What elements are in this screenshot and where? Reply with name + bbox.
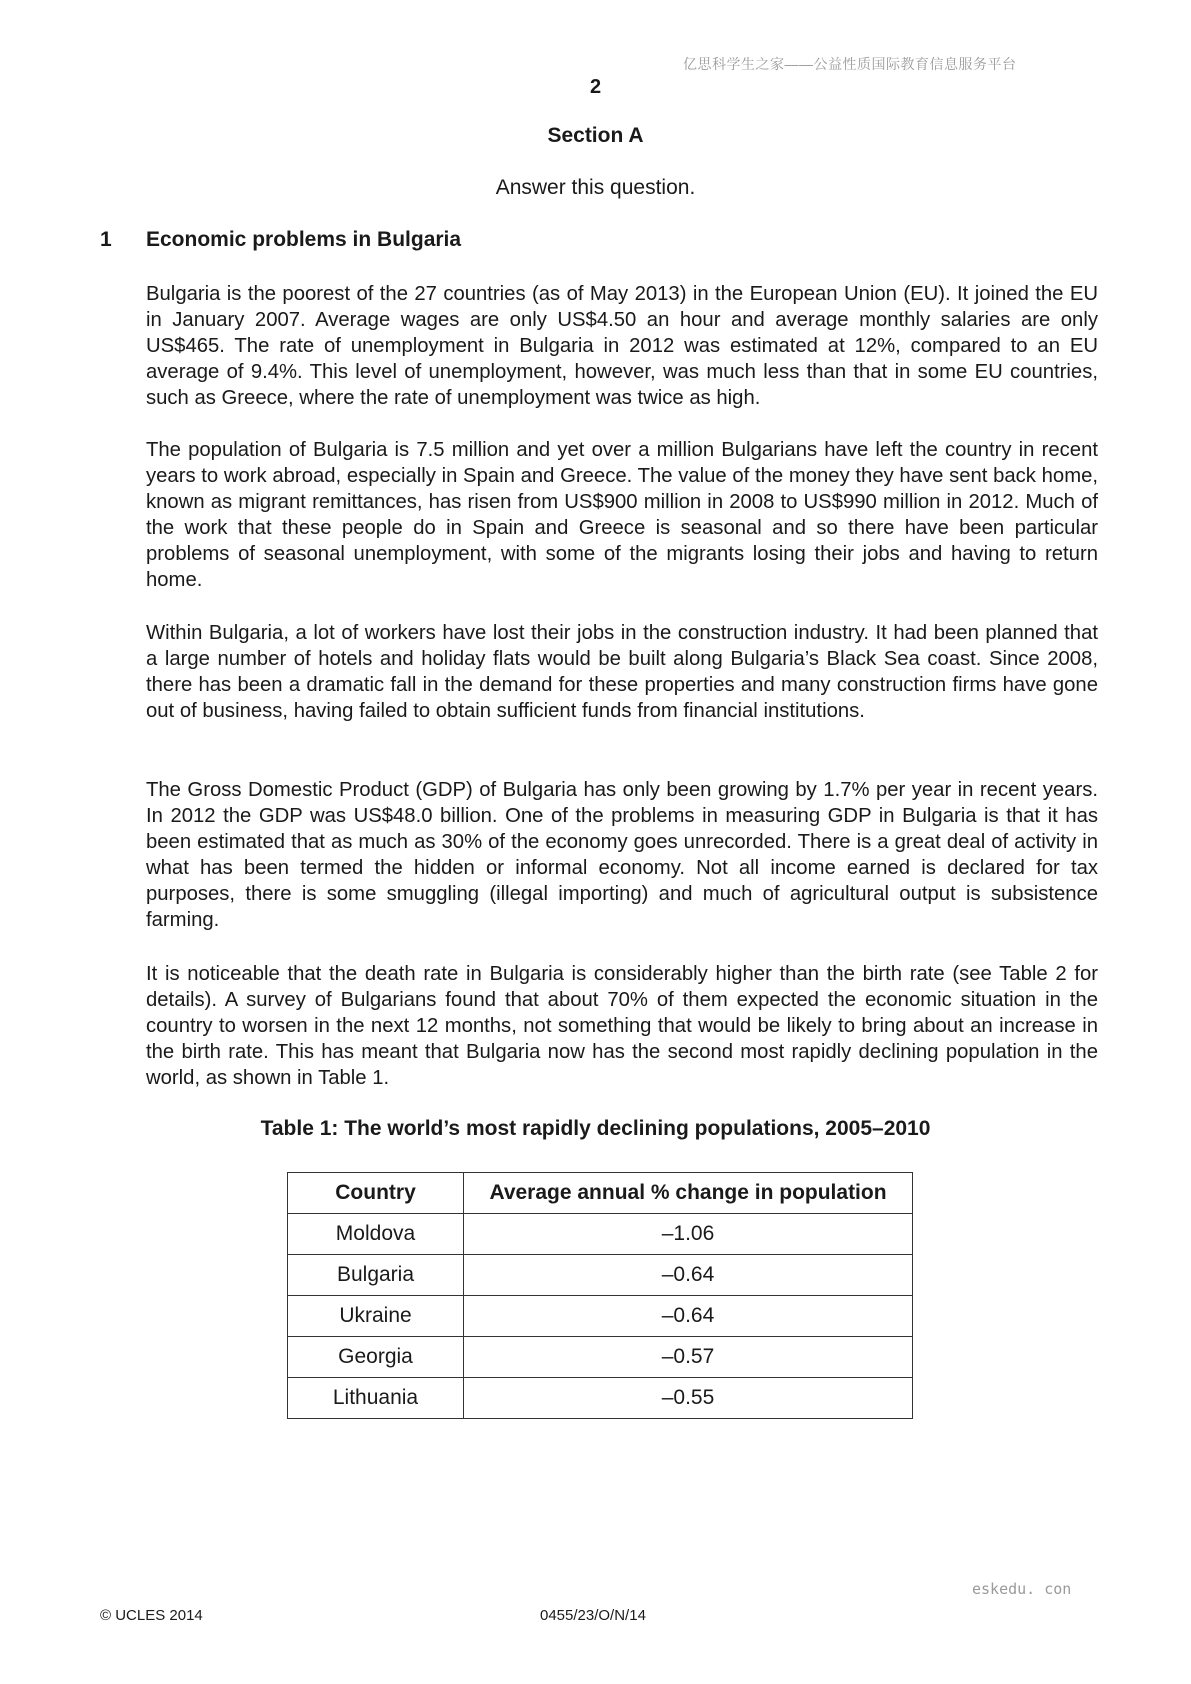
footer-code: 0455/23/O/N/14 [540, 1607, 646, 1624]
paragraph: Within Bulgaria, a lot of workers have lost their jobs in the construction industry. It had been planned that a large number of hotels and holiday flats would be built along Bulgaria’s Black Sea coast. Since 2008, there has been a dramatic fall in the demand for these properties and many construction firms have gone out of business, having failed to obtain sufficient funds from financial institutions. [146, 622, 1098, 722]
table-row [288, 1255, 913, 1296]
paragraph: Bulgaria is the poorest of the 27 countries (as of May 2013) in the European Union (EU). It joined the EU in January 2007. Average wages are only US$4.50 an hour and average monthly salaries are only US$465. The rate of unemployment in Bulgaria in 2012 was estimated at 12%, compared to an EU average of 9.4%. This level of unemployment, however, was much less than that in some EU countries, such as Greece, where the rate of unemployment was twice as high. [146, 283, 1098, 409]
table-caption: Table 1: The world’s most rapidly declining populations, 2005–2010 [260, 1117, 931, 1140]
table-row [288, 1378, 913, 1419]
question-title: Economic problems in Bulgaria [146, 228, 462, 251]
population-table [287, 1172, 913, 1419]
instruction-text: Answer this question. [495, 176, 696, 199]
table-header-row [288, 1173, 913, 1214]
change-cell: –1.06 [464, 1214, 913, 1255]
column-header-country: Country [288, 1173, 464, 1214]
column-header-change: Average annual % change in population [464, 1173, 913, 1214]
country-cell: Bulgaria [288, 1255, 464, 1296]
paragraph: The population of Bulgaria is 7.5 million and yet over a million Bulgarians have left the country in recent years to work abroad, especially in Spain and Greece. The value of the money they have sent back home, known as migrant remittances, has risen from US$900 million in 2008 to US$990 million in 2012. Much of the work that these people do in Spain and Greece is seasonal and so there have been particular problems of seasonal unemployment, with some of the migrants losing their jobs and having to return home. [146, 439, 1098, 591]
page-number: 2 [589, 76, 602, 98]
table-row [288, 1214, 913, 1255]
table-row [288, 1296, 913, 1337]
country-cell: Moldova [288, 1214, 464, 1255]
change-cell: –0.55 [464, 1378, 913, 1419]
change-cell: –0.64 [464, 1255, 913, 1296]
footer-copyright: © UCLES 2014 [100, 1607, 203, 1624]
question-number: 1 [100, 228, 112, 251]
table-row [288, 1337, 913, 1378]
watermark-bottom: eskedu. con [972, 1580, 1072, 1598]
change-cell: –0.64 [464, 1296, 913, 1337]
paragraph: The Gross Domestic Product (GDP) of Bulgaria has only been growing by 1.7% per year in recent years. In 2012 the GDP was US$48.0 billion. One of the problems in measuring GDP in Bulgaria is that it has been estimated that as much as 30% of the economy goes unrecorded. There is a great deal of activity in what has been termed the hidden or informal economy. Not all income earned is declared for tax purposes, there is some smuggling (illegal importing) and much of agricultural output is subsistence farming. [146, 779, 1098, 931]
section-title: Section A [547, 124, 644, 147]
country-cell: Georgia [288, 1337, 464, 1378]
change-cell: –0.57 [464, 1337, 913, 1378]
country-cell: Lithuania [288, 1378, 464, 1419]
country-cell: Ukraine [288, 1296, 464, 1337]
watermark-top: 亿思科学生之家——公益性质国际教育信息服务平台 [683, 56, 1017, 72]
paragraph: It is noticeable that the death rate in Bulgaria is considerably higher than the birth rate (see Table 2 for details). A survey of Bulgarians found that about 70% of them expected the economic situation in the country to worsen in the next 12 months, not something that would be likely to bring about an increase in the birth rate. This has meant that Bulgaria now has the second most rapidly declining population in the world, as shown in Table 1. [146, 963, 1098, 1089]
